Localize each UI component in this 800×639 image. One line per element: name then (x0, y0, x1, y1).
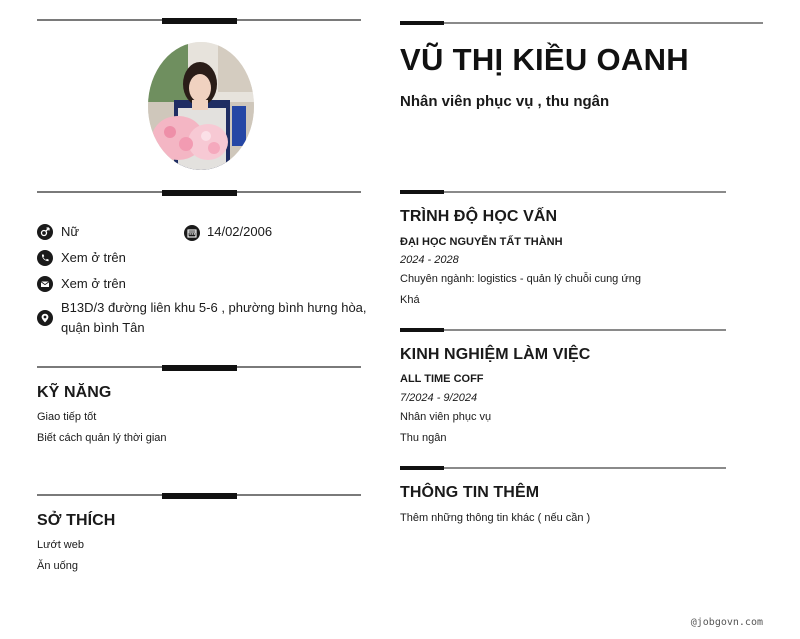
right-divider-top (400, 21, 763, 25)
right-divider-experience (400, 328, 726, 332)
hobby-item: Ăn uống (37, 560, 78, 572)
experience-title: KINH NGHIỆM LÀM VIỆC (400, 346, 591, 363)
skill-item: Biết cách quản lý thời gian (37, 432, 167, 444)
left-divider-hobbies (37, 493, 361, 498)
candidate-name: VŨ THỊ KIỀU OANH (400, 42, 689, 77)
education-major: Chuyên ngành: logistics - quản lý chuỗi cung ứng (400, 273, 641, 285)
skills-title: KỸ NĂNG (37, 384, 112, 401)
gender-icon (37, 224, 53, 240)
email-icon (37, 276, 53, 292)
left-divider-info (37, 190, 361, 195)
education-title: TRÌNH ĐỘ HỌC VẤN (400, 208, 558, 225)
calendar-icon (184, 225, 200, 241)
extra-text: Thêm những thông tin khác ( nếu cần ) (400, 512, 591, 524)
experience-item: Thu ngân (400, 432, 447, 444)
watermark: @jobgovn.com (690, 617, 763, 628)
education-period: 2024 - 2028 (400, 254, 459, 266)
experience-item: Nhân viên phục vụ (400, 411, 492, 423)
skill-item: Giao tiếp tốt (37, 411, 97, 423)
birthdate-value: 14/02/2006 (207, 224, 273, 239)
left-divider-top (37, 18, 361, 23)
avatar (148, 42, 254, 170)
hobbies-title: SỞ THÍCH (37, 512, 116, 529)
hobby-item: Lướt web (37, 539, 84, 551)
right-divider-extra (400, 466, 726, 470)
experience-period: 7/2024 - 9/2024 (400, 392, 478, 404)
address-line-1: B13D/3 đường liên khu 5-6 , phường bình hưng hòa, (61, 300, 367, 315)
extra-title: THÔNG TIN THÊM (400, 484, 540, 501)
left-divider-skills (37, 365, 361, 370)
experience-company: ALL TIME COFF (400, 373, 484, 385)
email-value: Xem ở trên (61, 276, 126, 291)
location-icon (37, 310, 53, 326)
right-divider-education (400, 190, 726, 194)
address-line-2: quận bình Tân (61, 320, 145, 335)
phone-value: Xem ở trên (61, 250, 126, 265)
gender-value: Nữ (61, 224, 80, 239)
education-school: ĐẠI HỌC NGUYỄN TẤT THÀNH (400, 236, 563, 248)
education-grade: Khá (400, 294, 420, 306)
candidate-role: Nhân viên phục vụ , thu ngân (400, 93, 610, 110)
phone-icon (37, 250, 53, 266)
